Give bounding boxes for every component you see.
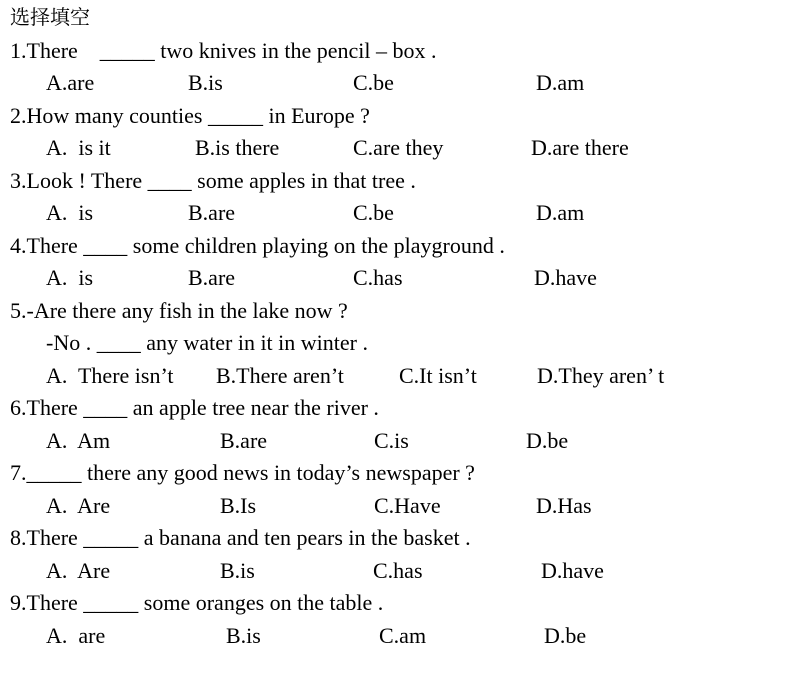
question-1-option-d: D.am xyxy=(536,70,585,95)
question-7-option-d: D.Has xyxy=(536,493,592,518)
question-4-option-a: A. is xyxy=(46,265,94,290)
question-8-option-d: D.have xyxy=(541,558,604,583)
question-8-stem: 8.There _____ a banana and ten pears in the basket . xyxy=(10,525,471,550)
question-4-option-d: D.have xyxy=(534,265,597,290)
question-4-stem: 4.There ____ some children playing on the playground . xyxy=(10,233,505,258)
question-3-stem: 3.Look ! There ____ some apples in that tree . xyxy=(10,168,416,193)
question-9-option-d: D.be xyxy=(544,623,587,648)
question-9-option-a: A. are xyxy=(46,623,106,648)
question-5-option-a: A. There isn’t xyxy=(46,363,174,388)
question-6-option-b: B.are xyxy=(220,428,268,453)
question-8-option-a: A. Are xyxy=(46,558,111,583)
question-5-stem-line-2: -No . ____ any water in it in winter . xyxy=(46,330,368,355)
question-1-option-a: A.are xyxy=(46,70,95,95)
section-title: 选择填空 xyxy=(10,5,90,29)
question-1-option-c: C.be xyxy=(353,70,394,95)
question-6-option-c: C.is xyxy=(374,428,409,453)
question-3-option-c: C.be xyxy=(353,200,394,225)
question-7-stem: 7._____ there any good news in today’s newspaper ? xyxy=(10,460,475,485)
question-7-option-a: A. Are xyxy=(46,493,111,518)
question-5-option-c: C.It isn’t xyxy=(399,363,477,388)
question-3-option-a: A. is xyxy=(46,200,94,225)
question-7-option-b: B.Is xyxy=(220,493,257,518)
question-9-option-b: B.is xyxy=(226,623,261,648)
question-5-option-b: B.There aren’t xyxy=(216,363,344,388)
question-2-option-c: C.are they xyxy=(353,135,444,160)
question-9-stem: 9.There _____ some oranges on the table . xyxy=(10,590,384,615)
question-2-stem: 2.How many counties _____ in Europe ? xyxy=(10,103,370,128)
question-3-option-d: D.am xyxy=(536,200,585,225)
question-2-option-b: B.is there xyxy=(195,135,280,160)
question-2-option-a: A. is it xyxy=(46,135,111,160)
question-6-option-a: A. Am xyxy=(46,428,111,453)
question-1-stem: 1.There _____ two knives in the pencil – box . xyxy=(10,38,437,63)
question-3-option-b: B.are xyxy=(188,200,236,225)
question-5-option-d: D.They aren’ t xyxy=(537,363,665,388)
question-9-option-c: C.am xyxy=(379,623,427,648)
question-2-option-d: D.are there xyxy=(531,135,629,160)
question-7-option-c: C.Have xyxy=(374,493,441,518)
question-4-option-b: B.are xyxy=(188,265,236,290)
question-1-option-b: B.is xyxy=(188,70,223,95)
question-8-option-c: C.has xyxy=(373,558,423,583)
question-4-option-c: C.has xyxy=(353,265,403,290)
question-5-stem: 5.-Are there any fish in the lake now ? xyxy=(10,298,348,323)
question-8-option-b: B.is xyxy=(220,558,255,583)
question-6-option-d: D.be xyxy=(526,428,569,453)
question-6-stem: 6.There ____ an apple tree near the river . xyxy=(10,395,379,420)
